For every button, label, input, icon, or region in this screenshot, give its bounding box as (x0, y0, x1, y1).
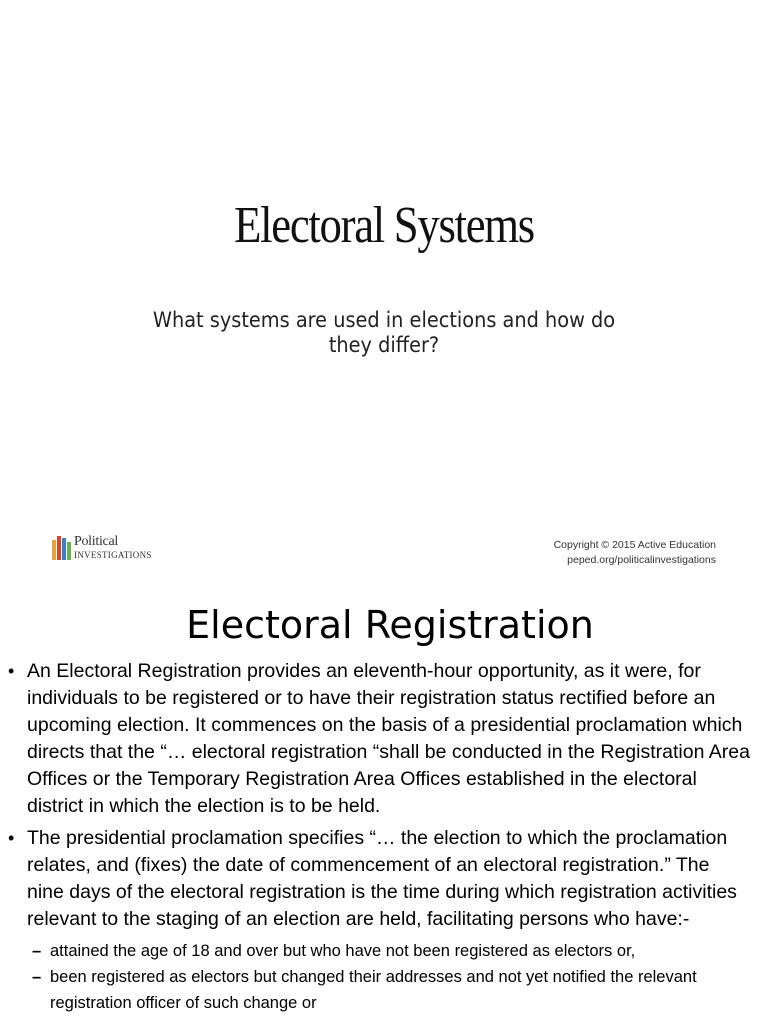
copyright-line: Copyright © 2015 Active Education (553, 539, 716, 551)
bullet-item: • An Electoral Registration provides an eleventh-hour opportunity, as it were, for individuals to be registered or to have their registration status rectified before an upcoming election. It commences on the basis of a presidential proclamation which directs that the “… electoral registration “shall be conducted in the Registration Area Offices or the Temporary Registration Area Offices established in the electoral district in which the election is to be held. (0, 658, 768, 820)
slide-title: Electoral Systems (234, 197, 534, 254)
sub-bullet-item: – been registered as electors but changed their addresses and not yet notified the relevant registration officer of such change or (0, 964, 768, 1016)
sub-bullet-item: – attained the age of 18 and over but who have not been registered as electors or, (0, 938, 768, 964)
slide-subtitle: What systems are used in elections and how do they differ? (152, 308, 616, 357)
copyright-notice (470, 538, 716, 568)
logo-bars-icon (52, 534, 76, 562)
content-slide (0, 590, 768, 1024)
logo-text-investigations: INVESTIGATIONS (74, 550, 152, 560)
website-line: peped.org/politicalinvestigations (567, 554, 716, 566)
bullet-item: • The presidential proclamation specifies “… the election to which the proclamation relates, and (fixes) the date of commencement of an electoral registration.” The nine days of the electoral registration is the time during which registration activities relevant to the staging of an election are held, facilitating persons who have:- (0, 825, 768, 933)
slide-title: Electoral Registration (186, 603, 594, 647)
bullet-list (0, 658, 768, 1016)
logo-text-political: Political (74, 534, 118, 549)
political-investigations-logo (52, 532, 162, 564)
